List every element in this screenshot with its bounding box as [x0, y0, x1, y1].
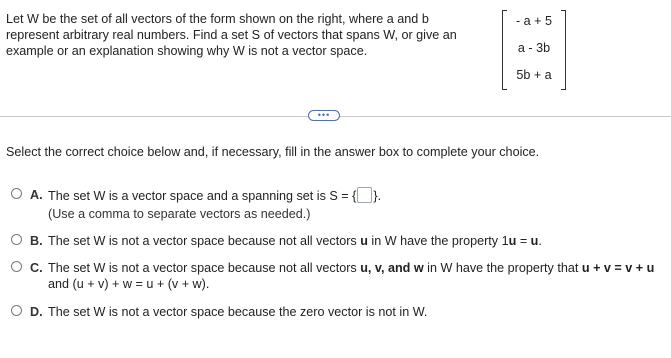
question-line-3: example or an explanation showing why W is not a vector space. [6, 44, 368, 58]
vector-entry-2: a - 3b [517, 41, 551, 55]
choice-c-letter: C. [30, 261, 43, 275]
choice-c-line-2: and (u + v) + w = u + (v + w). [48, 277, 210, 291]
question-text [6, 11, 476, 59]
choice-b-text-part: The set W is not a vector space because not all vectors [48, 234, 357, 248]
vector-entry-3: 5b + a [516, 68, 552, 82]
choice-a-text-before: The set W is a vector space and a spanning set is S = { [48, 189, 357, 203]
choice-b-text-part: = [519, 234, 528, 248]
instruction-text: Select the correct choice below and, if necessary, fill in the answer box to complete your choice. [6, 145, 540, 159]
choice-b-vector: u [508, 234, 517, 248]
choice-c-text-part: The set W is not a vector space because not all vectors [48, 261, 357, 275]
choice-b-text-part: . [538, 234, 542, 248]
expand-more-button[interactable]: ••• [308, 110, 340, 121]
radio-d[interactable] [11, 305, 22, 316]
choice-d-text: The set W is not a vector space because the zero vector is not in W. [48, 305, 428, 319]
radio-c[interactable] [11, 261, 22, 272]
choice-b-vector: u [530, 234, 539, 248]
radio-a[interactable] [11, 188, 22, 199]
choice-c-equation: u + v = v + u [581, 261, 655, 275]
choice-c-vectors: u, v, and w [360, 261, 424, 275]
bracket-tick [503, 10, 507, 11]
choice-c-text [48, 260, 654, 276]
choice-a-hint: (Use a comma to separate vectors as needed.) [48, 207, 311, 221]
choice-d-letter: D. [30, 305, 43, 319]
bracket-tick [561, 89, 565, 90]
choice-a-text [48, 187, 381, 204]
choice-b-text [48, 233, 542, 249]
vector-form [502, 10, 566, 90]
bracket-tick [503, 89, 507, 90]
choice-a-text-after: }. [373, 189, 382, 203]
choice-b-vector: u [360, 234, 368, 248]
vector-entry-1: - a + 5 [515, 14, 553, 28]
question-line-2: represent arbitrary real numbers. Find a set S of vectors that spans W, or give an [6, 28, 457, 42]
question-line-1: Let W be the set of all vectors of the form shown on the right, where a and b [6, 12, 429, 26]
answer-input-box[interactable] [357, 187, 372, 203]
choice-b-text-part: in W have the property 1 [371, 234, 509, 248]
bracket-tick [561, 10, 565, 11]
choice-b-letter: B. [30, 234, 43, 248]
choice-a-letter: A. [30, 188, 43, 202]
radio-b[interactable] [11, 234, 22, 245]
choice-c-text-part: in W have the property that [427, 261, 579, 275]
